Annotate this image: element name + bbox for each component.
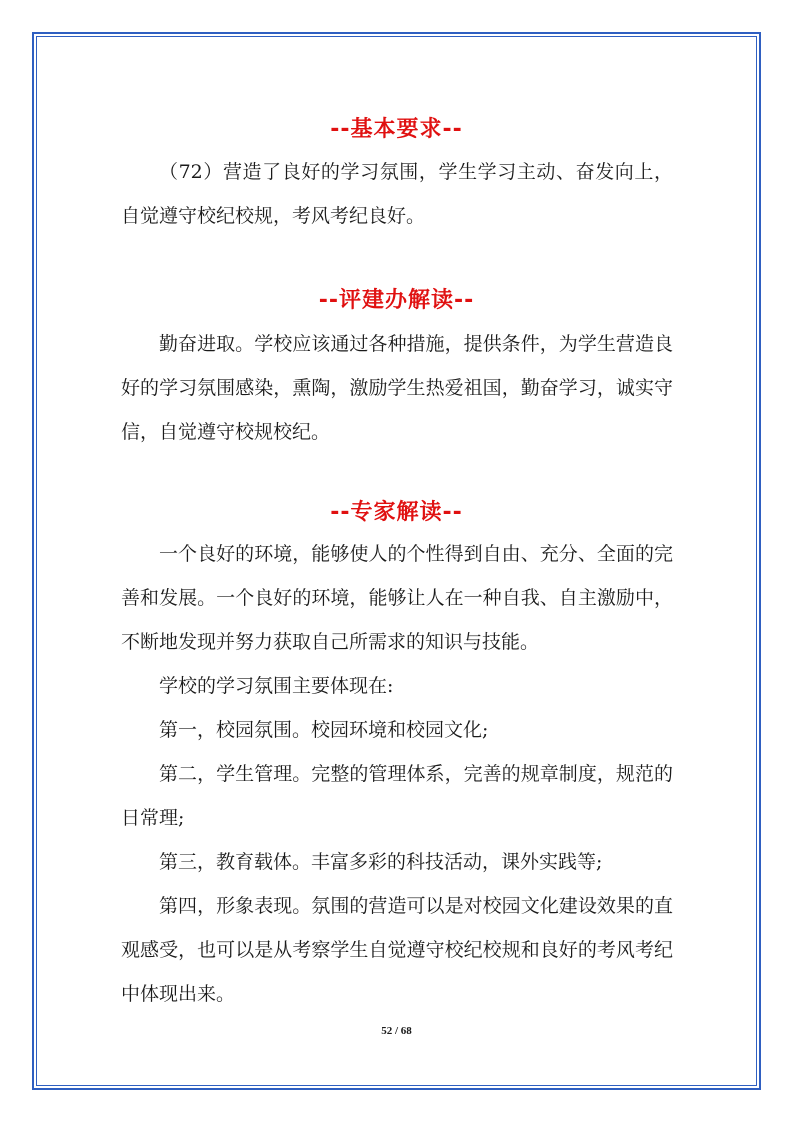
paragraph-point-3: 第三，教育载体。丰富多彩的科技活动，课外实践等;: [159, 851, 603, 873]
paragraph-point-4: 第四，形象表现。氛围的营造可以是对校园文化建设效果的直观感受，也可以是从考察学生自觉遵守校纪校规和良好的考风考纪中体现出来。: [121, 895, 673, 1005]
section-heading-evaluation-office: --评建办解读--: [318, 288, 475, 313]
paragraph-good-environment: 一个良好的环境，能够使人的个性得到自由、充分、全面的完善和发展。一个良好的环境，能够让人在一种自我、自主激励中，不断地发现并努力获取自己所需求的知识与技能。: [121, 543, 673, 653]
section-heading-basic-requirements: --基本要求--: [330, 117, 463, 142]
paragraph-evaluation-office: 勤奋进取。学校应该通过各种措施，提供条件，为学生营造良好的学习氛围感染，熏陶，激励学生热爱祖国，勤奋学习，诚实守信，自觉遵守校规校纪。: [121, 333, 673, 443]
paragraph-point-2: 第二，学生管理。完整的管理体系，完善的规章制度，规范的日常理;: [121, 763, 673, 829]
page-number: 52 / 68: [381, 1025, 412, 1037]
paragraph-atmosphere-intro: 学校的学习氛围主要体现在:: [159, 675, 394, 697]
paragraph-point-1: 第一，校园氛围。校园环境和校园文化;: [159, 719, 489, 741]
section-heading-expert-interpretation: --专家解读--: [330, 500, 463, 525]
paragraph-requirement-72: （72）营造了良好的学习氛围，学生学习主动、奋发向上，自觉遵守校纪校规，考风考纪良好。: [121, 161, 673, 227]
